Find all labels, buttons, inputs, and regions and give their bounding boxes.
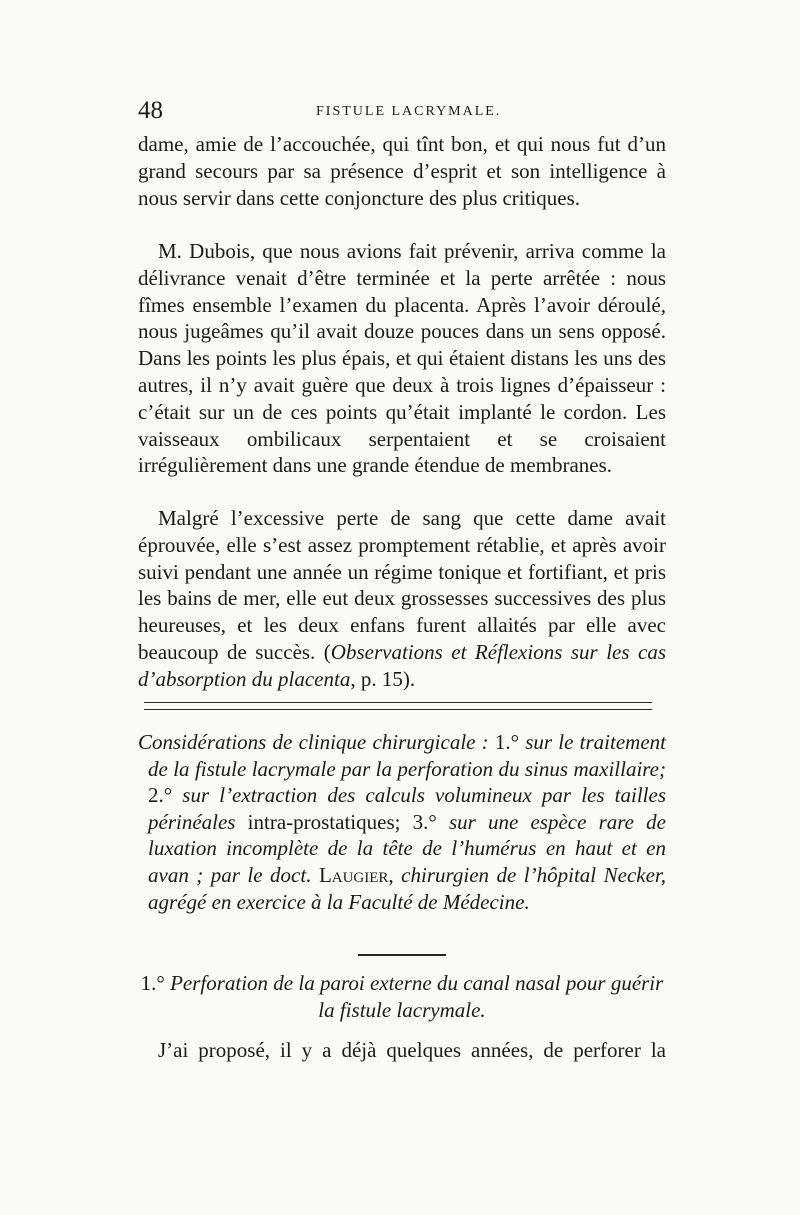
citation-page: , p. 15).: [350, 666, 416, 691]
note-part-2: sur le traitement de la fistule lacrymale par la perforation du sinus maxillaire;: [148, 730, 666, 781]
note-upright-1: intra-prostatiques;: [247, 809, 401, 834]
citation-title: Observations et Réflexions sur les cas d’absorption du placenta: [138, 639, 666, 691]
note-author: Laugier,: [318, 862, 394, 887]
section-heading: [138, 970, 666, 1024]
paragraph-dubois: [138, 238, 666, 479]
paragraph-3: [138, 505, 666, 693]
note-part-5: chirurgien de l’hôpital Necker, agrégé en exercice à la Faculté de Médecine.: [148, 862, 667, 914]
running-title: FISTULE LACRYMALE.: [316, 104, 502, 119]
final-line: J’ai proposé, il y a déjà quelques années, de perforer la: [158, 1038, 666, 1062]
section-title: Perforation de la paroi externe du canal nasal pour guérir la fistule lacrymale.: [170, 971, 664, 1022]
paragraph-recovery: [138, 505, 666, 693]
running-head: [138, 96, 666, 126]
note-num-3: 3.°: [400, 809, 437, 834]
note-part-4: sur une espèce rare de luxation incomplète de la tête de l’humérus en haut et en avan ; par le doct.: [148, 809, 666, 887]
paragraph-3-text: Malgré l’excessive perte de sang que cette dame avait éprouvée, elle s’est assez promptement rétablie, et après avoir suivi pendant une année un régime tonique et fortifiant, et pris les bains de mer, elle eut deux grossesses successives des plus heureuses, et les deux enfans furent allaités par elle avec beaucoup de succès. (: [138, 506, 666, 664]
note-part-1: Considérations de clinique chirurgicale :: [138, 730, 495, 754]
note-part-3: sur l’extraction des calculs volumineux par les tailles périnéales: [148, 783, 666, 834]
paragraph-1: dame, amie de l’accouchée, qui tînt bon, et qui nous fut d’un grand secours par sa présence d’esprit et son intelligence à nous servir dans cette conjoncture des plus critiques.: [138, 132, 666, 210]
double-rule-divider: [144, 702, 652, 710]
section-number: 1.°: [140, 971, 165, 995]
bibliographic-note: [138, 729, 666, 915]
note-num-1: 1.°: [494, 730, 520, 754]
short-rule-divider: [358, 954, 446, 956]
paragraph-2: M. Dubois, que nous avions fait prévenir, arriva comme la délivrance venait d’être terminée et la perte arrêtée : nous fîmes ensemble l’examen du placenta. Après l’avoir déroulé, nous jugeâmes qu’il avait douze pouces dans un sens opposé. Dans les points les plus épais, et qui étaient distans les uns des autres, il n’y avait guère que deux à trois lignes d’épaisseur : c’était sur un de ces points qu’était implanté le cordon. Les vaisseaux ombilicaux serpentaient et se croisaient irrégulièrement dans une grande étendue de membranes.: [138, 239, 666, 478]
page-number: 48: [138, 97, 163, 124]
note-num-2: 2.°: [148, 783, 173, 808]
paragraph-continuation: [138, 131, 666, 211]
